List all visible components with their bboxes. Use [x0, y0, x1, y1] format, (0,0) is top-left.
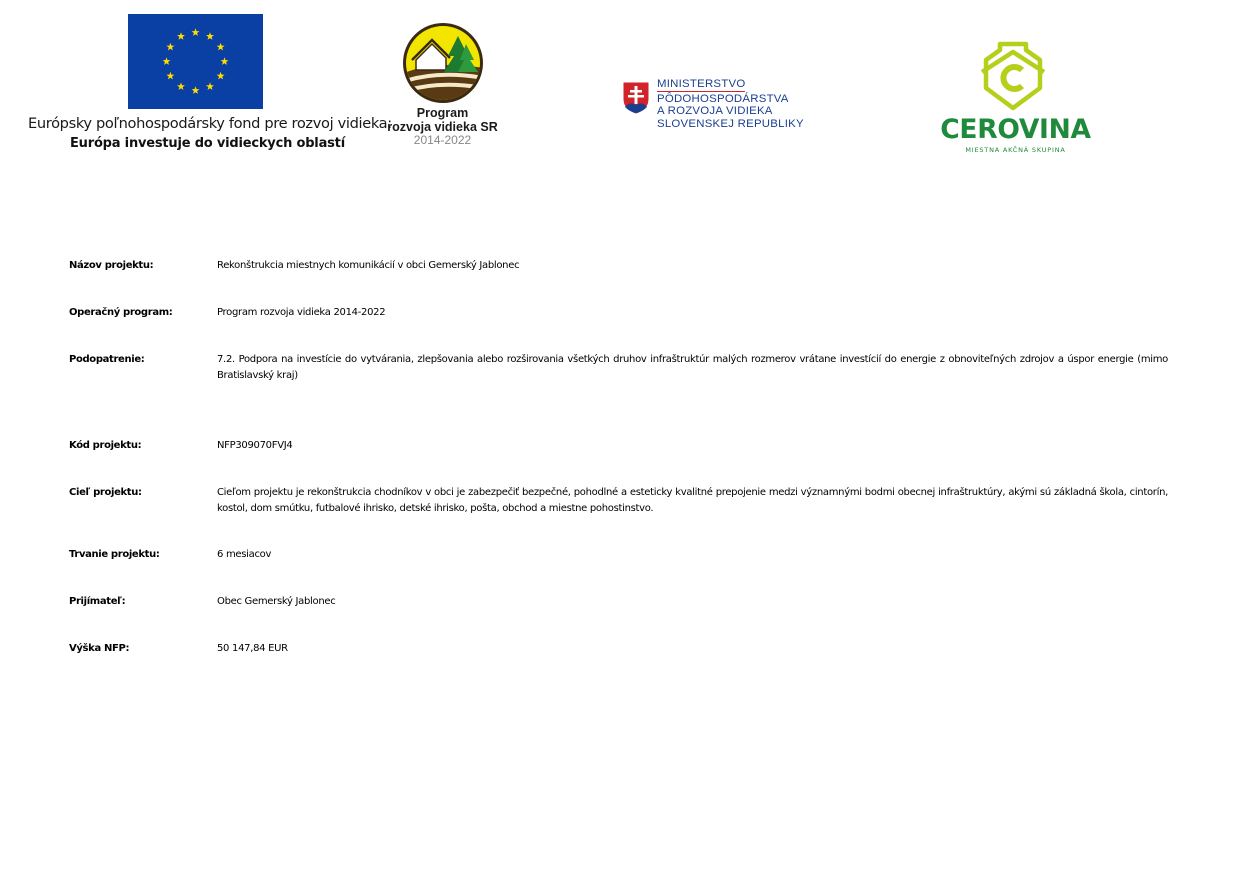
- slovak-coat-of-arms-icon: [622, 81, 650, 115]
- ministry-line1: MINISTERSTVO: [657, 78, 746, 90]
- cerovina-subtitle: MIESTNA AKČNÁ SKUPINA: [965, 146, 1066, 154]
- cerovina-name: CEROVINA: [940, 114, 1091, 145]
- row-label: Cieľ projektu:: [69, 487, 142, 498]
- row-value: Cieľom projektu je rekonštrukcia chodníkov v obci je zabezpečiť bezpečné, pohodlné a esteticky kvalitné prepojenie medzi významnými bodmi obecnej infraštruktúry, akými sú základná škola, cintorín, kostol, dom smútku, futbalové ihrisko, detské ihrisko, pošta, obchod a miestne pohostinstvo.: [217, 487, 1168, 514]
- ministry-name: [657, 78, 804, 131]
- cerovina-emblem-icon: [978, 40, 1048, 112]
- prv-emblem-icon: [402, 22, 484, 104]
- prv-title-line2: rozvoja vidieka SR: [387, 120, 498, 134]
- row-value: 50 147,84 EUR: [217, 643, 288, 654]
- row-value: NFP309070FVJ4: [217, 440, 293, 451]
- row-label: Kód projektu:: [69, 440, 142, 451]
- row-value: Program rozvoja vidieka 2014-2022: [217, 307, 386, 318]
- row-label: Výška NFP:: [69, 643, 130, 654]
- row-label: Trvanie projektu:: [69, 549, 160, 560]
- row-label: Názov projektu:: [69, 260, 154, 271]
- prv-period: 2014-2022: [413, 133, 472, 147]
- ministry-logo: [620, 78, 810, 138]
- ministry-line4: SLOVENSKEJ REPUBLIKY: [657, 118, 804, 131]
- row-label: Operačný program:: [69, 307, 173, 318]
- ministry-line2: PÔDOHOSPODÁRSTVA: [657, 92, 789, 105]
- row-value: 6 mesiacov: [217, 549, 272, 560]
- eu-fund-slogan: Európa investuje do vidieckych oblastí: [70, 136, 345, 151]
- row-value: Obec Gemerský Jablonec: [217, 596, 336, 607]
- rural-development-program-logo: [380, 20, 505, 150]
- row-label: Prijímateľ:: [69, 596, 126, 607]
- row-value: 7.2. Podpora na investície do vytvárania, zlepšovania alebo rozširovania všetkých druhov infraštruktúr malých rozmerov vrátane investícií do energie z obnoviteľných zdrojov a úspor energie (mimo Bratislavský kraj): [217, 354, 1168, 381]
- ministry-divider: [657, 91, 745, 92]
- row-value: Rekonštrukcia miestnych komunikácií v obci Gemerský Jablonec: [217, 260, 520, 271]
- row-label: Podopatrenie:: [69, 354, 145, 365]
- eu-flag-icon: [128, 14, 263, 109]
- ministry-line3: A ROZVOJA VIDIEKA: [657, 105, 773, 118]
- eu-flag-stars: [128, 14, 263, 109]
- eu-fund-logo: [28, 13, 392, 158]
- prv-title-line1: Program: [416, 106, 469, 120]
- eu-fund-caption: Európsky poľnohospodársky fond pre rozvoj vidieka:: [28, 115, 392, 132]
- cerovina-logo: [928, 40, 1103, 158]
